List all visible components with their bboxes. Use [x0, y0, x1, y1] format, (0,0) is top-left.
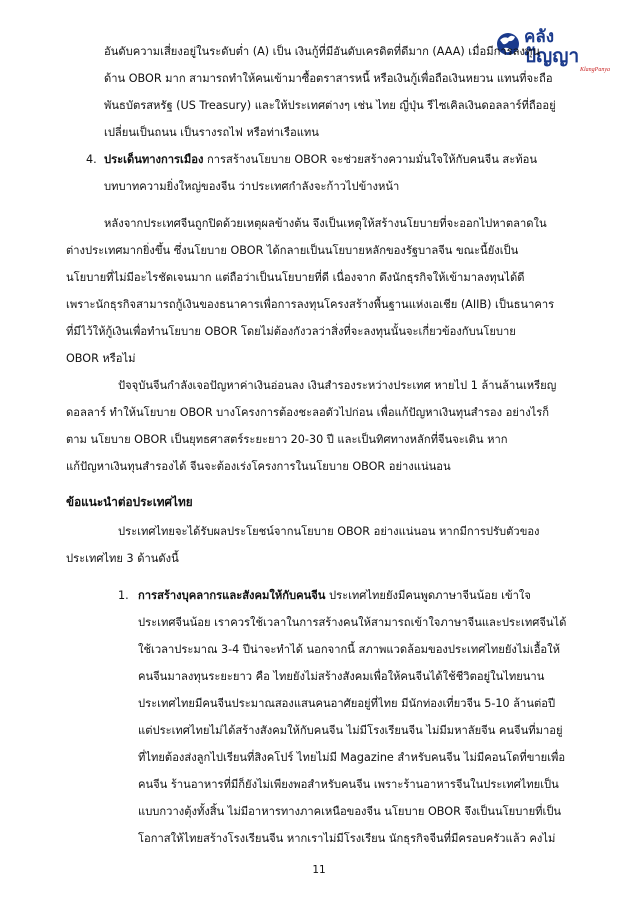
list-item-title: ประเด็นทางการเมือง [104, 153, 204, 166]
list-item-text: ประเทศไทยยังมีคนพูดภาษาจีนน้อย เข้าใจ [325, 589, 531, 602]
para2-line: นโยบายที่ไม่มีอะไรชัดเจนมาก แต่ถือว่าเป็นนโยบายที่ดี เนื่องจาก ดึงนักธุรกิจให้เข้ามาลงทุนได้ดี [66, 271, 525, 284]
list-item-line: ประเทศจีนน้อย เราควรใช้เวลาในการสร้างคนให้สามารถเข้าใจภาษาจีนและประเทศจีนได้ [138, 616, 567, 629]
list-number: 4. [86, 153, 97, 166]
para2-line: เพราะนักธุรกิจสามารถกู้เงินของธนาคารเพื่อการลงทุนโครงสร้างพื้นฐานแห่งเอเชีย (AIIB) เป็นธนาคาร [66, 298, 555, 311]
list-item-line: ประเทศไทยมีคนจีนประมาณสองแสนคนอาศัยอยู่ที่ไทย มีนักท่องเที่ยวจีน 5-10 ล้านต่อปี [138, 697, 556, 710]
para2-line: OBOR หรือไม่ [66, 352, 136, 365]
para4-line: ประเทศไทยจะได้รับผลประโยชน์จากนโยบาย OBOR อย่างแน่นอน หากมีการปรับตัวของ [118, 525, 540, 538]
para1-line: อันดับความเสี่ยงอยู่ในระดับต่ำ (A) เป็น เงินกู้ที่มีอันดับเครดิตที่ดีมาก (AAA) เมื่อมีการลงทุน [104, 45, 540, 58]
para3-line: ปัจจุบันจีนกำลังเจอปัญหาค่าเงินอ่อนลง เงินสำรองระหว่างประเทศ หายไป 1 ล้านล้านเหรียญ [118, 379, 557, 392]
logo-tagline: KlangPanya [580, 67, 610, 73]
list-item-line: คนจีน ร้านอาหารที่มีก็ยังไม่เพียงพอสำหรับคนจีน เพราะร้านอาหารจีนในประเทศไทยเป็น [138, 778, 559, 791]
para3-line: ตาม นโยบาย OBOR เป็นยุทธศาสตร์ระยะยาว 20-30 ปี และเป็นทิศทางหลักที่จีนจะเดิน หาก [66, 433, 508, 446]
para2-line: ต่างประเทศมากยิ่งขึ้น ซึ่งนโยบาย OBOR ได้กลายเป็นนโยบายหลักของรัฐบาลจีน ขณะนี้ยังเป็น [66, 244, 519, 257]
list-item-line [138, 589, 531, 603]
para2-line: ที่มีไว้ให้กู้เงินเพื่อทำนโยบาย OBOR โดยไม่ต้องกังวลว่าสิ่งที่จะลงทุนนั้นจะเกี่ยวข้องกับนโยบาย [66, 325, 516, 338]
list-item-title: การสร้างบุคลากรและสังคมให้กับคนจีน [138, 589, 326, 602]
list-item-line: ใช้เวลาประมาณ 3-4 ปีน่าจะทำได้ นอกจากนี้ สภาพแวดล้อมของประเทศไทยยังไม่เอื้อให้ [138, 643, 560, 656]
list-item-line: คนจีนมาลงทุนระยะยาว คือ ไทยยังไม่สร้างสังคมเพื่อให้คนจีนได้ใช้ชีวิตอยู่ในไทยนาน [138, 670, 545, 683]
list-item-line: แบบกวางตุ้งทั้งสิ้น ไม่มีอาหารทางภาคเหนือของจีน นโยบาย OBOR จึงเป็นนโยบายที่เป็น [138, 805, 562, 818]
para4-line: ประเทศไทย 3 ด้านดังนี้ [66, 552, 179, 565]
para2-line: หลังจากประเทศจีนถูกปิดด้วยเหตุผลข้างต้น จึงเป็นเหตุให้สร้างนโยบายที่จะออกไปหาตลาดใน [104, 217, 547, 230]
para1-line: ด้าน OBOR มาก สามารถทำให้คนเข้ามาซื้อตราสารหนี้ หรือเงินกู้เพื่อถือเงินหยวน แทนที่จะถือ [104, 72, 553, 85]
section-heading: ข้อแนะนำต่อประเทศไทย [66, 495, 193, 509]
list-item-line: บทบาทความยิ่งใหญ่ของจีน ว่าประเทศกำลังจะก้าวไปข้างหน้า [104, 180, 400, 193]
list-item-line [104, 153, 537, 167]
para3-line: ดอลลาร์ ทำให้นโยบาย OBOR บางโครงการต้องชะลอตัวไปก่อน เพื่อแก้ปัญหาเงินทุนสำรอง อย่างไรก็ [66, 406, 550, 419]
logo-text-top: คลัง [524, 27, 555, 46]
para1-line: เปลี่ยนเป็นถนน เป็นรางรถไฟ หรือท่าเรือแทน [104, 126, 319, 139]
list-item-text: การสร้างนโยบาย OBOR จะช่วยสร้างความมั่นใจให้กับคนจีน สะท้อน [203, 153, 537, 166]
list-item-line: ที่ไทยต้องส่งลูกไปเรียนที่สิงคโปร์ ไทยไม่มี Magazine สำหรับคนจีน ไม่มีคอนโดที่ขายเพื่อ [138, 751, 566, 764]
list-item-line: โอกาสให้ไทยสร้างโรงเรียนจีน หากเราไม่มีโรงเรียน นักธุรกิจจีนที่มีครอบครัวแล้ว คงไม่ [138, 832, 556, 845]
page-number: 11 [312, 864, 326, 876]
para3-line: แก้ปัญหาเงินทุนสำรองได้ จีนจะต้องเร่งโครงการในนโยบาย OBOR อย่างแน่นอน [66, 460, 451, 473]
list-item-line: แต่ประเทศไทยไม่ได้สร้างสังคมให้กับคนจีน ไม่มีโรงเรียนจีน ไม่มีมหาลัยจีน คนจีนที่มาอยู่ [138, 724, 563, 737]
logo-text-bottom: ปัญญา [524, 46, 580, 67]
para1-line: พันธบัตรสหรัฐ (US Treasury) และให้ประเทศต่างๆ เช่น ไทย ญี่ปุ่น รีไซเคิลเงินดอลลาร์ที่ถืออยู่ [104, 99, 556, 112]
list-number: 1. [118, 589, 129, 602]
